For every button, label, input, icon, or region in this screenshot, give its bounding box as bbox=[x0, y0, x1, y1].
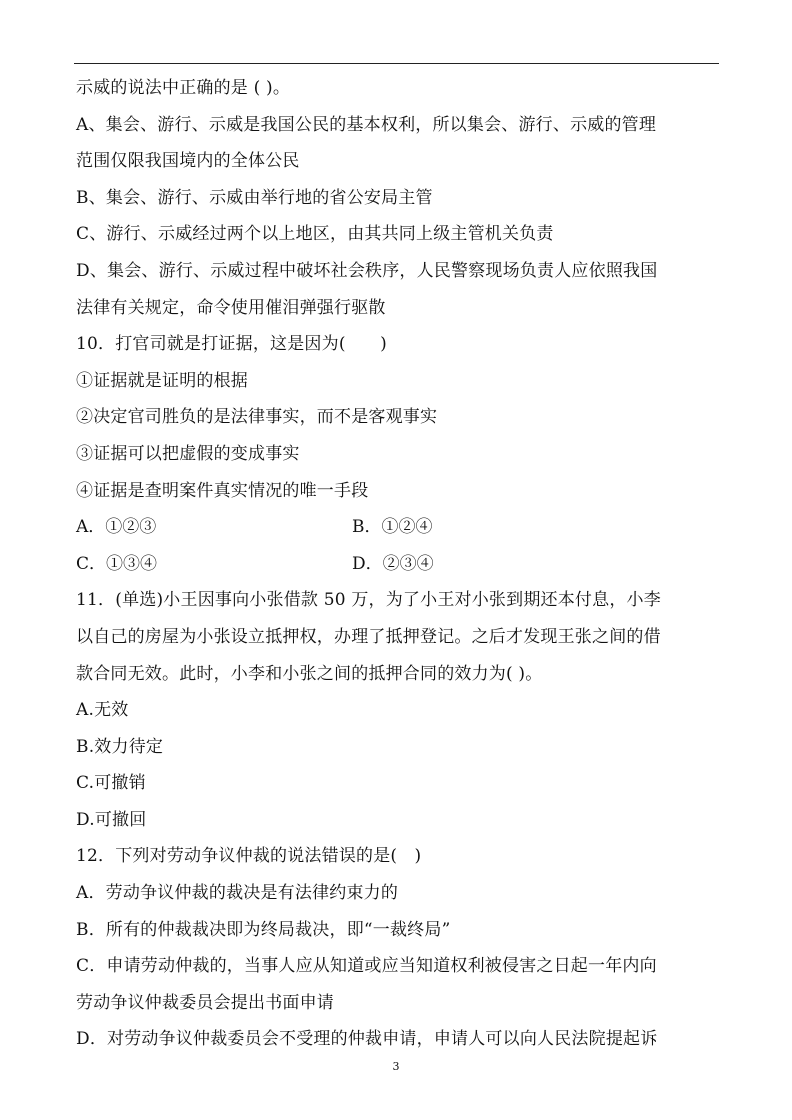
question-11-option-d: D.可撤回 bbox=[76, 809, 147, 830]
question-12-option-c-line-1: C．申请劳动仲裁的，当事人应从知道或应当知道权利被侵害之日起一年内向 bbox=[76, 956, 657, 977]
question-10-options-row-1 bbox=[76, 509, 721, 546]
question-12-option-a: A．劳动争议仲裁的裁决是有法律约束力的 bbox=[76, 883, 399, 904]
question-9-option-a-line-1: A、集会、游行、示威是我国公民的基本权利，所以集会、游行、示威的管理 bbox=[76, 114, 657, 135]
question-10-option-a: A．①②③ bbox=[76, 517, 157, 538]
page-body bbox=[76, 70, 721, 1058]
question-12-option-b: B．所有的仲裁裁决即为终局裁决，即“一裁终局” bbox=[76, 919, 451, 940]
question-9-option-d-line-2: 法律有关规定，命令使用催泪弹强行驱散 bbox=[76, 297, 386, 318]
question-11-stem-line-1: 11．(单选)小王因事向小张借款 50 万，为了小王对小张到期还本付息，小李 bbox=[76, 590, 661, 611]
question-9-option-d-line-1: D、集会、游行、示威过程中破坏社会秩序，人民警察现场负责人应依照我国 bbox=[76, 260, 658, 281]
page-number: 3 bbox=[392, 1060, 400, 1073]
question-11-stem-line-3: 款合同无效。此时，小李和小张之间的抵押合同的效力为( )。 bbox=[76, 663, 543, 684]
question-10-statement-1: ①证据就是证明的根据 bbox=[76, 370, 248, 391]
question-9-stem-end: 示威的说法中正确的是 ( )。 bbox=[76, 78, 291, 98]
question-9-option-a-line-2: 范围仅限我国境内的全体公民 bbox=[76, 151, 300, 172]
question-11-option-c: C.可撤销 bbox=[76, 773, 146, 794]
question-10-option-c: C．①③④ bbox=[76, 553, 158, 574]
question-11-stem-line-2: 以自己的房屋为小张设立抵押权，办理了抵押登记。之后才发现王张之间的借 bbox=[76, 626, 661, 647]
question-9-option-b: B、集会、游行、示威由举行地的省公安局主管 bbox=[76, 187, 433, 208]
question-11-option-b: B.效力待定 bbox=[76, 736, 164, 757]
question-10-statement-4: ④证据是查明案件真实情况的唯一手段 bbox=[76, 480, 369, 501]
question-10-statement-3: ③证据可以把虚假的变成事实 bbox=[76, 443, 300, 464]
question-11-option-a: A.无效 bbox=[76, 700, 129, 721]
question-10-option-d: D．②③④ bbox=[352, 553, 434, 574]
question-10-statement-2: ②决定官司胜负的是法律事实，而不是客观事实 bbox=[76, 407, 438, 428]
header-rule bbox=[74, 63, 719, 64]
question-12-option-d-line-1: D．对劳动争议仲裁委员会不受理的仲裁申请，申请人可以向人民法院提起诉 bbox=[76, 1029, 658, 1050]
question-10-options-row-2 bbox=[76, 546, 721, 583]
question-12-stem: 12．下列对劳动争议仲裁的说法错误的是( ) bbox=[76, 846, 422, 867]
question-9-option-c: C、游行、示威经过两个以上地区，由其共同上级主管机关负责 bbox=[76, 224, 554, 245]
question-10-stem: 10．打官司就是打证据，这是因为( ) bbox=[76, 334, 387, 355]
question-12-option-c-line-2: 劳动争议仲裁委员会提出书面申请 bbox=[76, 992, 334, 1013]
question-10-option-b: B．①②④ bbox=[352, 517, 433, 538]
